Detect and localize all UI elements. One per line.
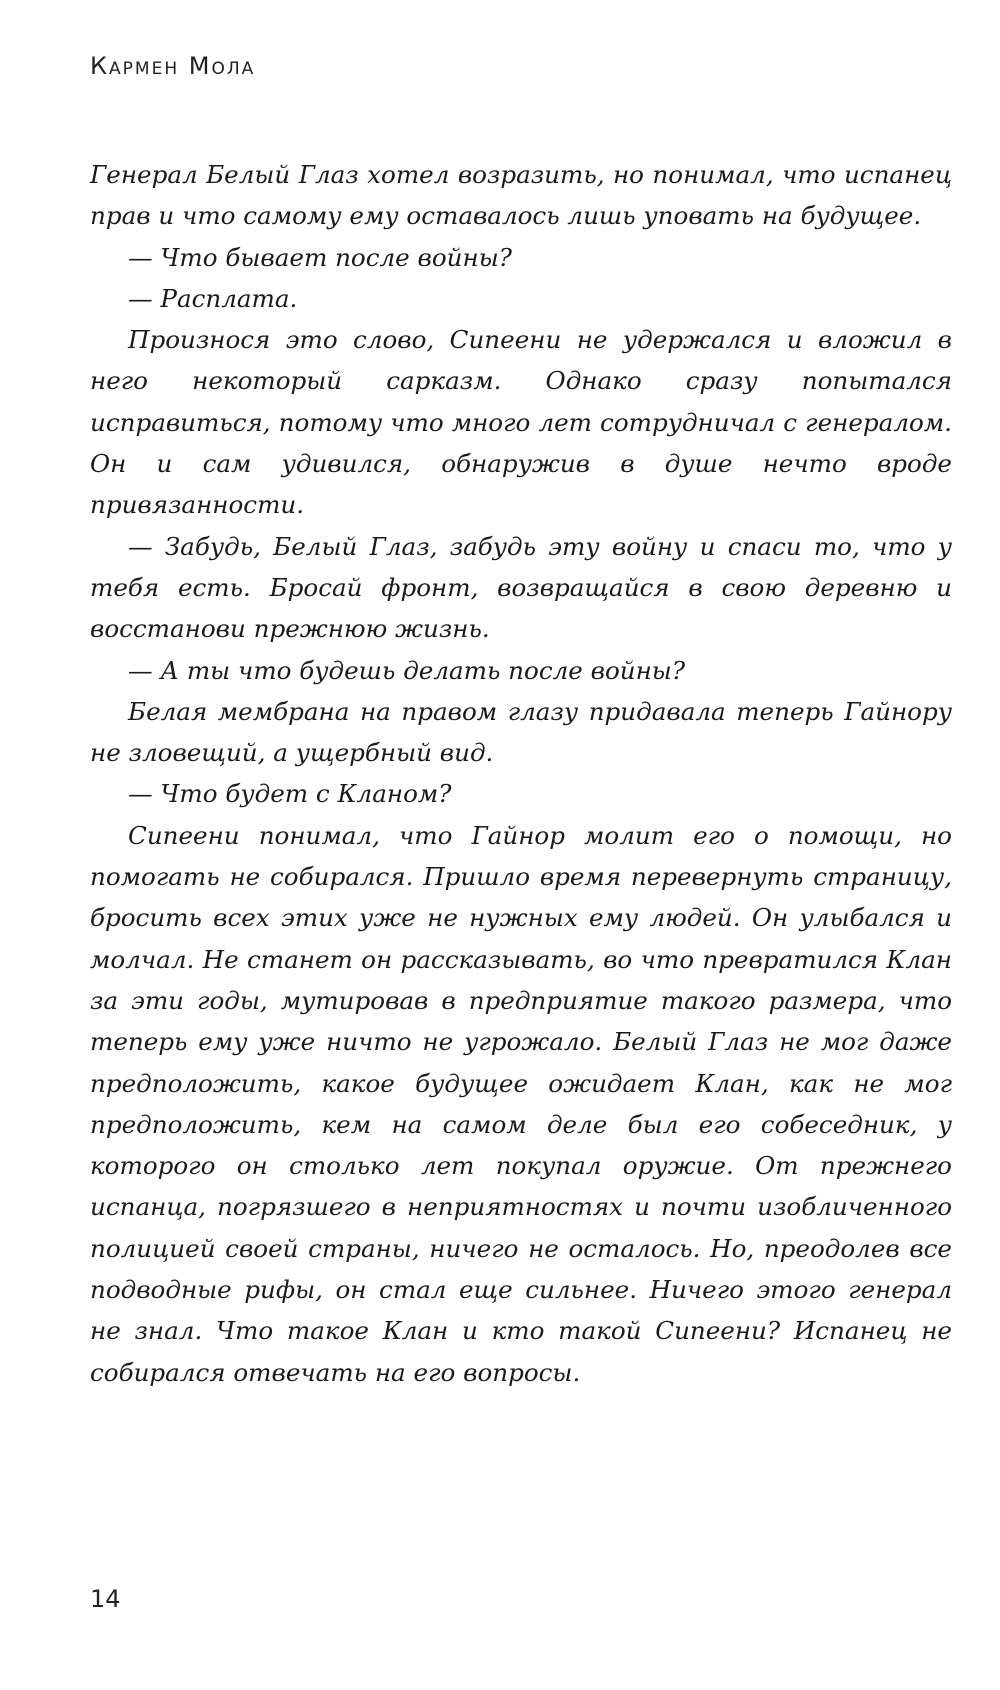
- running-head-author: Кармен Мола: [90, 52, 256, 80]
- body-text: [90, 154, 952, 1393]
- paragraph-4: Произнося это слово, Сипеени не удержался и вложил в него некоторый сарказм. Однако сразу попытался исправиться, потому что много лет сотрудничал с генералом. Он и сам удивился, обнаружив в душе нечто вроде привязанности.: [90, 325, 952, 520]
- paragraph-3: — Расплата.: [128, 283, 298, 313]
- paragraph-2: — Что бывает после войны?: [128, 242, 512, 272]
- paragraph-5: — Забудь, Белый Глаз, забудь эту войну и спаси то, что у тебя есть. Бросай фронт, возвращайся в свою деревню и восстанови прежнюю жизнь.: [90, 531, 952, 644]
- paragraph-1: Генерал Белый Глаз хотел возразить, но понимал, что испанец прав и что самому ему оставалось лишь уповать на будущее.: [90, 160, 952, 231]
- page-number: 14: [90, 1585, 121, 1613]
- paragraph-6: — А ты что будешь делать после войны?: [128, 655, 686, 685]
- paragraph-7: Белая мембрана на правом глазу придавала теперь Гайнору не зловещий, а ущербный вид.: [90, 696, 952, 768]
- paragraph-9: Сипеени понимал, что Гайнор молит его о помощи, но помогать не собирался. Пришло время перевернуть страницу, бросить всех этих уже не нужных ему людей. Он улыбался и молчал. Не станет он рассказывать, во что превратился Клан за эти годы, мутировав в предприятие такого размера, что теперь ему уже ничто не угрожало. Белый Глаз не мог даже предположить, какое будущее ожидает Клан, как не мог предположить, кем на самом деле был его собеседник, у которого он столько лет покупал оружие. От прежнего испанца, погрязшего в неприятностях и почти изобличенного полицией своей страны, ничего не осталось. Но, преодолев все подводные рифы, он стал еще сильнее. Ничего этого генерал не знал. Что такое Клан и кто такой Сипеени? Испанец не собирался отвечать на его вопросы.: [90, 820, 952, 1387]
- paragraph-8: — Что будет с Кланом?: [128, 779, 452, 809]
